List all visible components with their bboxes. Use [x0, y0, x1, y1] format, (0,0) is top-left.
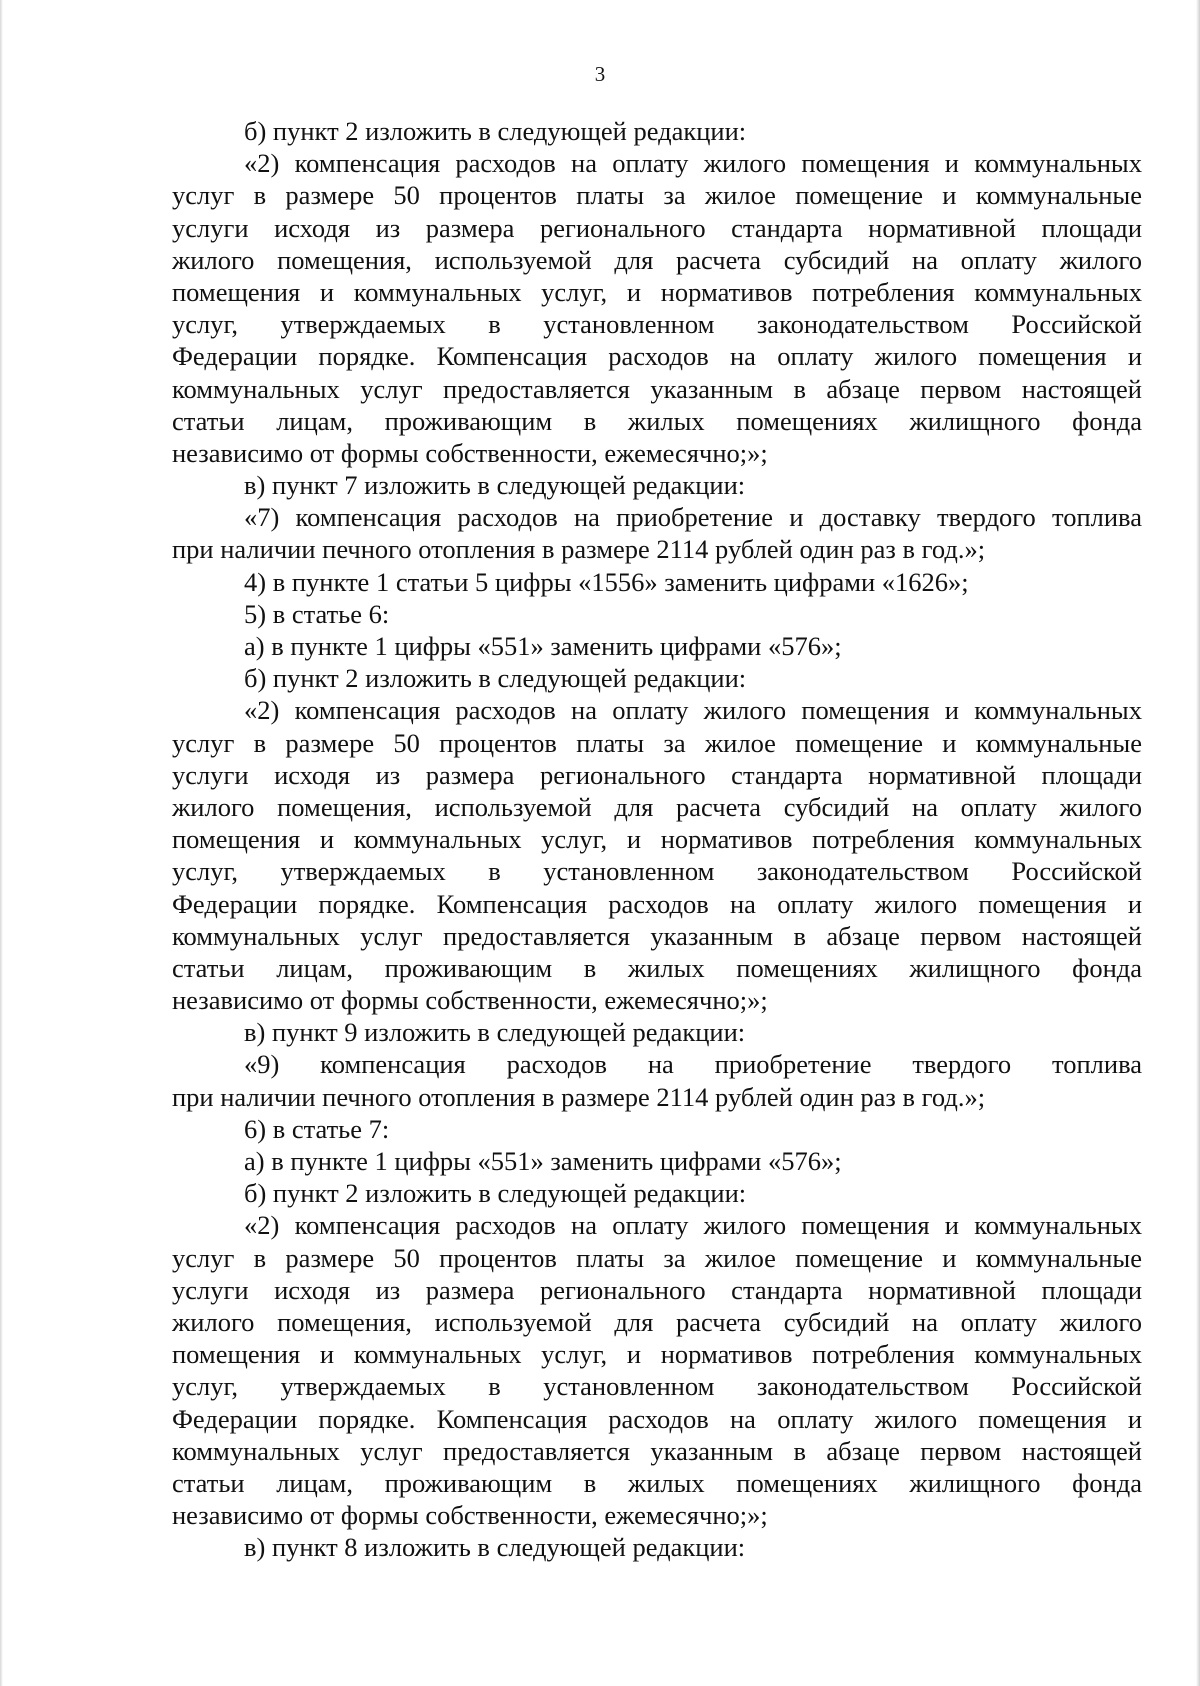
text-line: независимо от формы собственности, ежемесячно;»; [172, 1500, 768, 1531]
text-line: Федерации порядке. Компенсация расходов на оплату жилого помещения и [172, 1403, 1142, 1434]
text-line: при наличии печного отопления в размере 2114 рублей один раз в год.»; [172, 1081, 986, 1112]
text-line: независимо от формы собственности, ежемесячно;»; [172, 437, 768, 468]
text-line: «2) компенсация расходов на оплату жилого помещения и коммунальных [244, 695, 1142, 726]
text-line: 6) в статье 7: [244, 1113, 390, 1144]
text-line: услуги исходя из размера регионального стандарта нормативной площади [172, 212, 1142, 243]
text-line: независимо от формы собственности, ежемесячно;»; [172, 985, 768, 1016]
text-line: помещения и коммунальных услуг, и нормативов потребления коммунальных [172, 276, 1142, 307]
text-line: услуги исходя из размера регионального стандарта нормативной площади [172, 1274, 1142, 1305]
text-line: услуг, утверждаемых в установленном законодательством Российской [172, 856, 1142, 887]
text-line: в) пункт 9 изложить в следующей редакции: [244, 1017, 746, 1048]
text-line: при наличии печного отопления в размере 2114 рублей один раз в год.»; [172, 534, 986, 565]
text-line: Федерации порядке. Компенсация расходов на оплату жилого помещения и [172, 888, 1142, 919]
text-line: услуг, утверждаемых в установленном законодательством Российской [172, 1371, 1142, 1402]
document-body [172, 115, 1142, 1563]
text-line: коммунальных услуг предоставляется указанным в абзаце первом настоящей [172, 920, 1142, 951]
text-line: б) пункт 2 изложить в следующей редакции: [244, 116, 747, 146]
text-line: помещения и коммунальных услуг, и нормативов потребления коммунальных [172, 824, 1142, 855]
text-line: услуг в размере 50 процентов платы за жилое помещение и коммунальные [172, 727, 1142, 758]
text-line: жилого помещения, используемой для расчета субсидий на оплату жилого [172, 1306, 1142, 1337]
text-line: 4) в пункте 1 статьи 5 цифры «1556» заменить цифрами «1626»; [244, 566, 969, 597]
text-line: жилого помещения, используемой для расчета субсидий на оплату жилого [172, 791, 1142, 822]
text-line: услуги исходя из размера регионального стандарта нормативной площади [172, 759, 1142, 790]
text-line: а) в пункте 1 цифры «551» заменить цифрами «576»; [244, 1146, 842, 1176]
text-line: статьи лицам, проживающим в жилых помещениях жилищного фонда [172, 405, 1142, 436]
text-line: «7) компенсация расходов на приобретение и доставку твердого топлива [244, 502, 1142, 533]
text-line: б) пункт 2 изложить в следующей редакции: [244, 663, 747, 694]
text-line: «2) компенсация расходов на оплату жилого помещения и коммунальных [244, 1210, 1142, 1241]
text-line: помещения и коммунальных услуг, и нормативов потребления коммунальных [172, 1339, 1142, 1370]
text-line: 5) в статье 6: [244, 598, 390, 629]
page-number: 3 [594, 62, 606, 86]
text-line: статьи лицам, проживающим в жилых помещениях жилищного фонда [172, 952, 1142, 983]
scan-edge-left [0, 0, 3, 1686]
text-line: а) в пункте 1 цифры «551» заменить цифрами «576»; [244, 631, 842, 661]
text-line: статьи лицам, проживающим в жилых помещениях жилищного фонда [172, 1467, 1142, 1498]
text-line: услуг, утверждаемых в установленном законодательством Российской [172, 309, 1142, 340]
text-line: Федерации порядке. Компенсация расходов на оплату жилого помещения и [172, 341, 1142, 372]
text-line: услуг в размере 50 процентов платы за жилое помещение и коммунальные [172, 180, 1142, 211]
text-line: «2) компенсация расходов на оплату жилого помещения и коммунальных [244, 148, 1142, 179]
scan-edge-right [1196, 0, 1200, 1686]
text-line: в) пункт 8 изложить в следующей редакции: [244, 1532, 746, 1563]
text-line: «9) компенсация расходов на приобретение твердого топлива [244, 1049, 1142, 1080]
text-line: услуг в размере 50 процентов платы за жилое помещение и коммунальные [172, 1242, 1142, 1273]
text-line: коммунальных услуг предоставляется указанным в абзаце первом настоящей [172, 1435, 1142, 1466]
text-line: в) пункт 7 изложить в следующей редакции: [244, 470, 746, 501]
text-line: коммунальных услуг предоставляется указанным в абзаце первом настоящей [172, 373, 1142, 404]
text-line: жилого помещения, используемой для расчета субсидий на оплату жилого [172, 244, 1142, 275]
text-line: б) пункт 2 изложить в следующей редакции: [244, 1178, 747, 1209]
